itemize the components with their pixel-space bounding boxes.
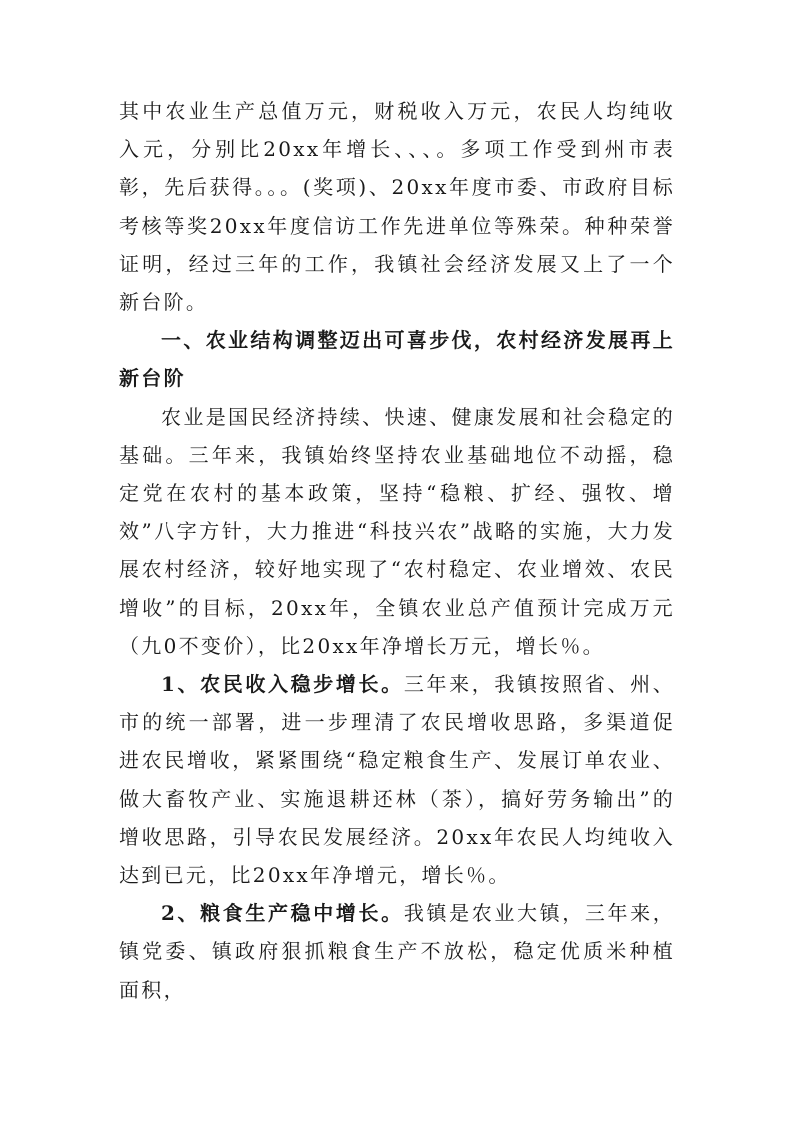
agriculture-paragraph [119, 398, 675, 665]
paragraph-text: 我镇是农业大镇，三年来，镇党委、镇政府狠抓粮食生产不放松，稳定优质米种植面积， [119, 901, 675, 1002]
document-page [119, 92, 675, 1009]
paragraph-text: 农业是国民经济持续、快速、健康发展和社会稳定的基础。三年来，我镇始终坚持农业基础地位不动摇，稳定党在农村的基本政策，坚持“稳粮、扩经、强牧、增效”八字方针，大力推进“科技兴农”战略的实施，大力发展农村经济，较好地实现了“农村稳定、农业增效、农民增收”的目标，20xx年，全镇农业总产值预计完成万元（九0不变价），比20xx年净增长万元，增长％。 [119, 404, 675, 658]
intro-paragraph [119, 92, 675, 321]
paragraph-text: 其中农业生产总值万元，财税收入万元，农民人均纯收入元，分别比20xx年增长、、、。多项工作受到州市表彰，先后获得。。。(奖项)、20xx年度市委、市政府目标考核等奖20xx年度信访工作先进单位等殊荣。种种荣誉证明，经过三年的工作，我镇社会经济发展又上了一个新台阶。 [119, 99, 675, 315]
grain-production-paragraph [119, 894, 675, 1009]
farmer-income-paragraph [119, 665, 675, 894]
paragraph-lead: 2、粮食生产稳中增长。 [161, 901, 404, 926]
paragraph-text: 三年来，我镇按照省、州、市的统一部署，进一步理清了农民增收思路，多渠道促进农民增收，紧紧围绕“稳定粮食生产、发展订单农业、做大畜牧产业、实施退耕还林（茶），搞好劳务输出”的增收思路，引导农民发展经济。20xx年农民人均纯收入达到已元，比20xx年净增元，增长％。 [119, 672, 675, 888]
section-heading [119, 321, 675, 397]
paragraph-lead: 1、农民收入稳步增长。 [161, 672, 404, 697]
heading-text: 一、农业结构调整迈出可喜步伐，农村经济发展再上新台阶 [119, 328, 675, 391]
